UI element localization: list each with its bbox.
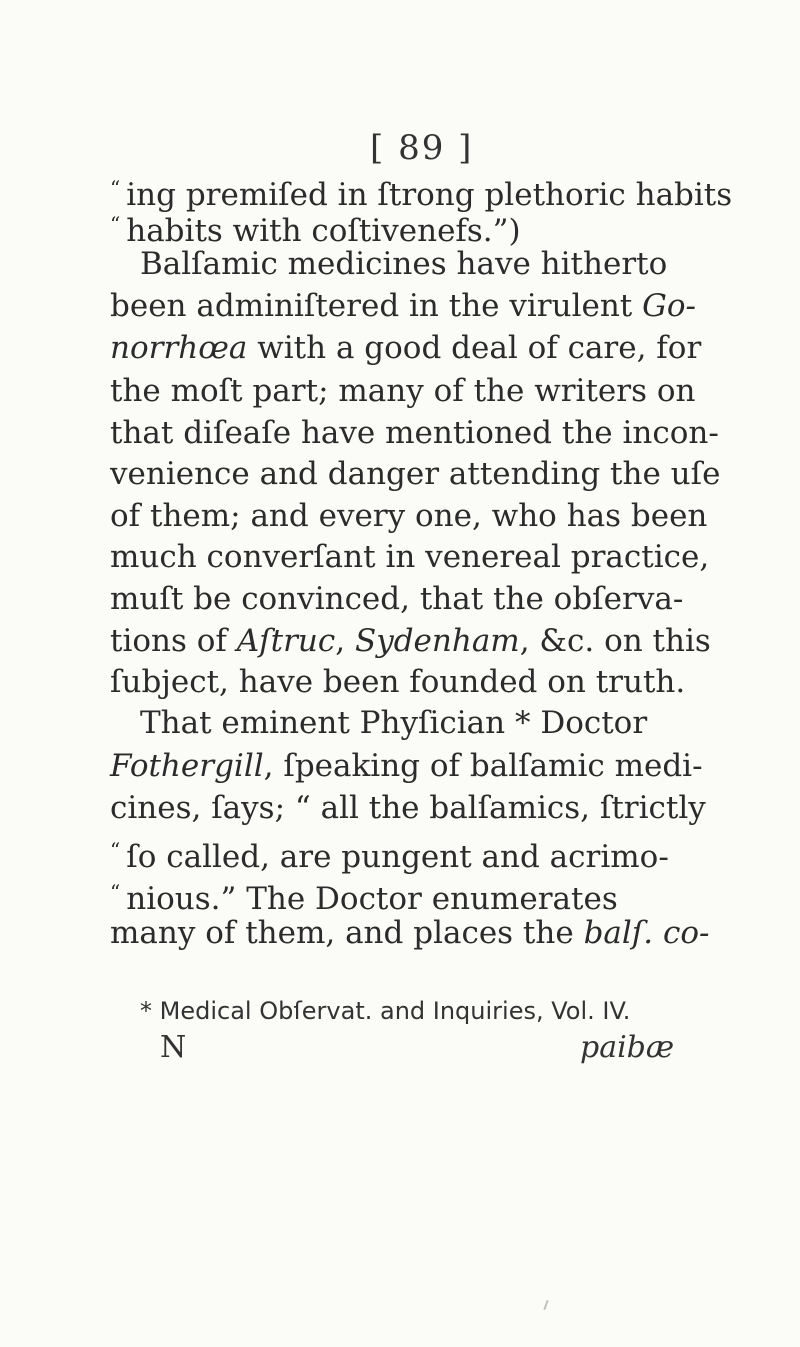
text-line [110,662,685,702]
page-number: [ 89 ] [370,128,474,168]
italic-text: Aſtruc [236,623,336,659]
text-line [110,454,720,494]
text-run: , &c. on this [519,623,711,659]
footnote: * Medical Obſervat. and Inquiries, Vol. IV. [140,997,631,1025]
text-run: , ſpeaking of balſamic medi- [263,748,703,784]
text-line [110,703,647,743]
text-run: That eminent Phyſician * Doctor [140,705,648,741]
text-run: much converſant in venereal practice, [110,539,710,575]
text-run: ſubject, have been founded on truth. [110,664,686,700]
text-line [110,371,695,411]
text-line [110,621,711,661]
text-run: tions of [110,623,237,659]
text-run: of them; and every one, who has been [110,498,708,534]
text-run: ſo called, are pungent and acrimo- [126,839,669,875]
text-run: muſt be convinced, that the obſerva- [110,581,684,617]
text-line [110,537,709,577]
text-run: venience and danger attending the uſe [110,456,721,492]
text-line [110,328,701,368]
signature-mark: N [160,1030,187,1065]
italic-text: Fothergill [110,748,264,784]
catchword: paibæ [580,1030,675,1065]
text-run: ing premiſed in ſtrong plethoric habits [126,177,733,213]
italic-text: Go- [642,288,697,324]
italic-text: Sydenham [354,623,520,659]
text-run: with a good deal of care, for [247,330,702,366]
quote-mark: “ [110,838,121,862]
text-run: cines, ſays; “ all the balſamics, ſtrictly [110,790,706,826]
text-line [110,286,696,326]
text-line [110,830,669,877]
text-line [110,579,683,619]
text-run: been adminiſtered in the virulent [110,288,643,324]
quote-mark: “ [110,880,121,904]
text-run: many of them, and places the [110,915,584,951]
quote-mark: “ [110,212,121,236]
text-line [110,413,719,453]
text-run: the moſt part; many of the writers on [110,373,696,409]
quote-mark: “ [110,176,121,200]
text-line [110,913,710,953]
text-line [110,244,667,284]
text-line [110,872,618,919]
text-run: that diſeaſe have mentioned the incon- [110,415,719,451]
text-run: nious.” The Doctor enumerates [126,881,618,917]
paper-speck [543,1300,548,1310]
text-run: Balſamic medicines have hitherto [140,246,668,282]
text-run: , [335,623,355,659]
italic-text: norrhœa [110,330,248,366]
text-line [110,788,706,828]
text-run: habits with coſtivenefs.”) [126,213,521,249]
italic-text: balſ. co- [583,915,710,951]
text-line [110,746,703,786]
text-line [110,496,707,536]
